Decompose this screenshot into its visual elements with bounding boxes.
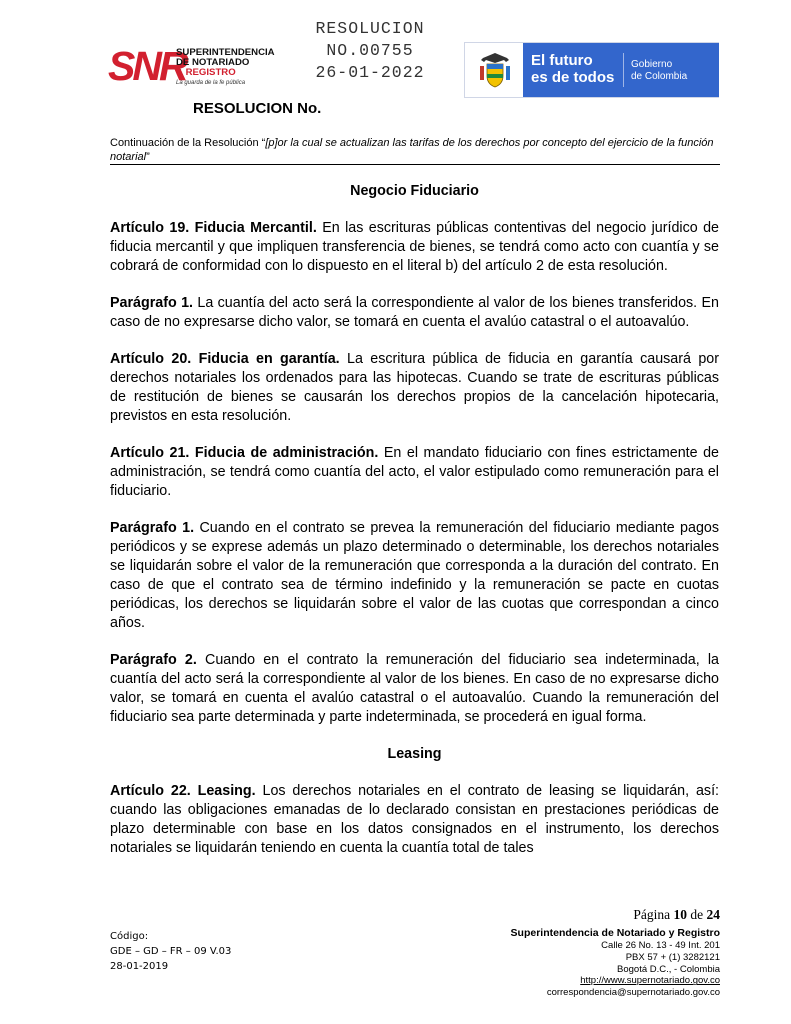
code-value: GDE – GD – FR – 09 V.03	[110, 946, 232, 957]
footer-website-link[interactable]: http://www.supernotariado.gov.co	[580, 975, 720, 987]
stamp-line: RESOLUCION	[315, 19, 425, 38]
article-text: Los derechos notariales en el contrato de leasing se liquidarán, así: cuando las obligaciones emanadas de lo declarado consistan en prestaciones periódicas de plazo determinable con base en los datos consignados en el instrumento, los derechos notariales se liquidarán teniendo en cuenta la cuantía total de tales	[110, 783, 720, 856]
article-text: La escritura pública de fiducia en garantía causará por derechos notariales los ordenados para las hipotecas. Cuando se trate de escrituras públicas de restitución de bienes se causarán los derechos propios de la cancelación hipotecaria, previstos en esta resolución.	[110, 351, 719, 424]
footer-city: Bogotá D.C., - Colombia	[617, 963, 720, 975]
page-of: de	[690, 907, 704, 922]
footer-address-line: Calle 26 No. 13 - 49 Int. 201	[601, 940, 720, 951]
article-paragraph	[110, 294, 719, 332]
page-number	[560, 907, 720, 923]
article-paragraph	[110, 782, 719, 858]
article-text: En las escrituras públicas contentivas del negocio jurídico de fiducia mercantil y que impliquen transferencia de bienes, se tendrá como acto con cuantía y se cobrará de conformidad con lo dispuesto en el literal b) del artículo 2 de esta resolución.	[110, 220, 719, 274]
code-date: 28-01-2019	[110, 961, 169, 972]
article-title: Artículo 20. Fiducia en garantía.	[110, 351, 340, 367]
article-title: Parágrafo 1.	[110, 520, 195, 536]
snr-logo	[108, 43, 275, 96]
gov-slogan-line: es de todos	[531, 69, 615, 86]
stamp-line: NO.00755	[326, 41, 414, 60]
article-paragraph	[110, 651, 719, 727]
continuation-suffix: ”	[146, 151, 150, 163]
article-paragraph	[110, 219, 719, 276]
continuation-prefix: Continuación de la Resolución “	[110, 137, 266, 149]
footer-email: correspondencia@supernotariado.gov.co	[546, 987, 720, 999]
snr-logo-letters: SNR	[108, 43, 186, 89]
article-paragraph	[110, 519, 719, 633]
header-rule	[110, 164, 720, 165]
gov-slogan-line: El futuro	[531, 52, 593, 69]
gov-name-line: de Colombia	[631, 71, 688, 82]
gov-name	[631, 59, 687, 83]
article-title: Artículo 19. Fiducia Mercantil.	[110, 220, 317, 236]
article-text: Cuando en el contrato la remuneración del fiduciario sea indeterminada, la cuantía del acto será la correspondiente al valor de los bienes. En caso de no expresarse dicho valor, se tomará en cuenta el avalúo catastral o el autoavalúo. Cuando la remuneración del fiduciario sea parte determinada y parte indeterminada, se procederá en igual forma.	[110, 652, 720, 725]
resolution-stamp	[300, 18, 440, 84]
logo-line: & REGISTRO	[176, 67, 236, 78]
page-current: 10	[673, 907, 687, 922]
colombia-coat-of-arms-icon	[475, 50, 515, 90]
page-word: Página	[633, 907, 671, 922]
logo-tagline: La guarda de la fe pública	[176, 80, 246, 86]
article-title: Artículo 21. Fiducia de administración.	[110, 445, 379, 461]
gov-slogan	[531, 52, 614, 86]
page-total: 24	[706, 907, 720, 922]
article-text: La cuantía del acto será la correspondiente al valor de los bienes transferidos. En caso de no expresarse dicho valor, se tomará en cuenta el avalúo catastral o el autoavalúo.	[110, 295, 720, 330]
continuation-line	[110, 136, 720, 164]
gov-blue-panel	[523, 43, 719, 97]
section-heading: Leasing	[387, 746, 442, 762]
article-paragraph	[110, 350, 719, 426]
article-title: Parágrafo 2.	[110, 652, 197, 668]
article-title: Artículo 22. Leasing.	[110, 783, 256, 799]
section-heading: Negocio Fiduciario	[350, 183, 479, 199]
article-text: En el mandato fiduciario con fines estrictamente de administración, se tendrá como cuantía del acto, el valor estipulado como remuneración para el fiduciario.	[110, 445, 719, 499]
footer-address	[440, 926, 720, 999]
article-title: Parágrafo 1.	[110, 295, 194, 311]
resolution-label: RESOLUCION No.	[193, 100, 322, 117]
article-text: Cuando en el contrato se prevea la remuneración del fiduciario mediante pagos periódicos y se exprese además un plazo determinado o determinable, los derechos notariales se liquidarán sobre el valor de la remuneración que corresponda a la duración del contrato. En caso de que el contrato sea de término indefinido y la remuneración se pacte en cuotas periódicas, los derechos se liquidarán sobre el valor de las cuotas que correspondan a cinco años.	[110, 520, 720, 631]
gov-name-line: Gobierno	[631, 59, 673, 70]
gov-divider	[623, 53, 624, 87]
footer-phone: PBX 57 + (1) 3282121	[625, 951, 720, 963]
code-label: Código:	[110, 931, 149, 942]
document-body	[110, 182, 719, 876]
document-code	[110, 929, 231, 974]
continuation-title: [p]or la cual se actualizan las tarifas de los derechos por concepto del ejercicio de la función notarial	[110, 137, 714, 163]
logo-line: SUPERINTENDENCIA	[176, 47, 275, 58]
logo-line: DE NOTARIADO	[176, 57, 250, 68]
snr-logo-text	[176, 48, 275, 88]
footer-org: Superintendencia de Notariado y Registro	[510, 927, 720, 939]
article-paragraph	[110, 444, 719, 501]
gobierno-colombia-logo	[464, 42, 719, 98]
stamp-line: 26-01-2022	[315, 63, 425, 82]
